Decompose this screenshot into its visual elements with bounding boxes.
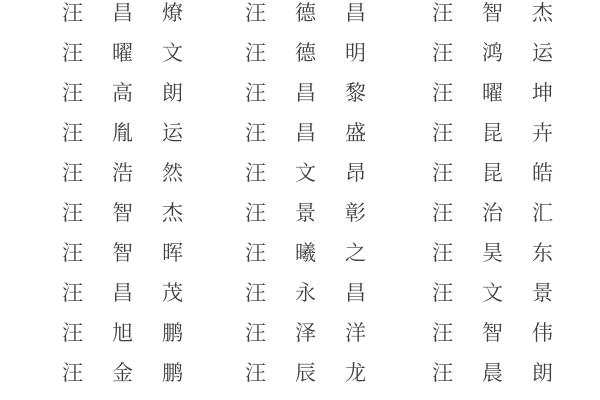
name-item: 汪昆卉: [432, 121, 582, 145]
name-item: 汪昌燎: [62, 1, 212, 25]
name-row: [62, 73, 600, 113]
name-item: 汪昌茂: [62, 281, 212, 305]
name-item: 汪曦之: [245, 241, 395, 265]
name-row: [62, 0, 600, 33]
name-item: 汪智杰: [62, 201, 212, 225]
name-item: 汪金鹏: [62, 361, 212, 385]
name-item: 汪景彰: [245, 201, 395, 225]
name-row: [62, 113, 600, 153]
name-row: [62, 353, 600, 393]
name-item: 汪浩然: [62, 161, 212, 185]
name-item: 汪旭鹏: [62, 321, 212, 345]
name-row: [62, 313, 600, 353]
name-item: 汪昌盛: [245, 121, 395, 145]
name-item: 汪德明: [245, 41, 395, 65]
name-item: 汪昊东: [432, 241, 582, 265]
name-item: 汪智晖: [62, 241, 212, 265]
name-row: [62, 233, 600, 273]
name-row: [62, 153, 600, 193]
name-item: 汪治汇: [432, 201, 582, 225]
name-item: 汪智伟: [432, 321, 582, 345]
name-item: 汪文景: [432, 281, 582, 305]
name-item: 汪永昌: [245, 281, 395, 305]
name-row: [62, 193, 600, 233]
name-item: 汪泽洋: [245, 321, 395, 345]
name-item: 汪昌黎: [245, 81, 395, 105]
name-item: 汪辰龙: [245, 361, 395, 385]
name-item: 汪曜文: [62, 41, 212, 65]
name-row: [62, 273, 600, 313]
name-item: 汪鸿运: [432, 41, 582, 65]
name-item: 汪晨朗: [432, 361, 582, 385]
name-item: 汪智杰: [432, 1, 582, 25]
name-item: 汪胤运: [62, 121, 212, 145]
name-item: 汪德昌: [245, 1, 395, 25]
name-item: 汪高朗: [62, 81, 212, 105]
name-item: 汪曜坤: [432, 81, 582, 105]
name-item: 汪文昂: [245, 161, 395, 185]
name-row: [62, 33, 600, 73]
name-item: 汪昆皓: [432, 161, 582, 185]
